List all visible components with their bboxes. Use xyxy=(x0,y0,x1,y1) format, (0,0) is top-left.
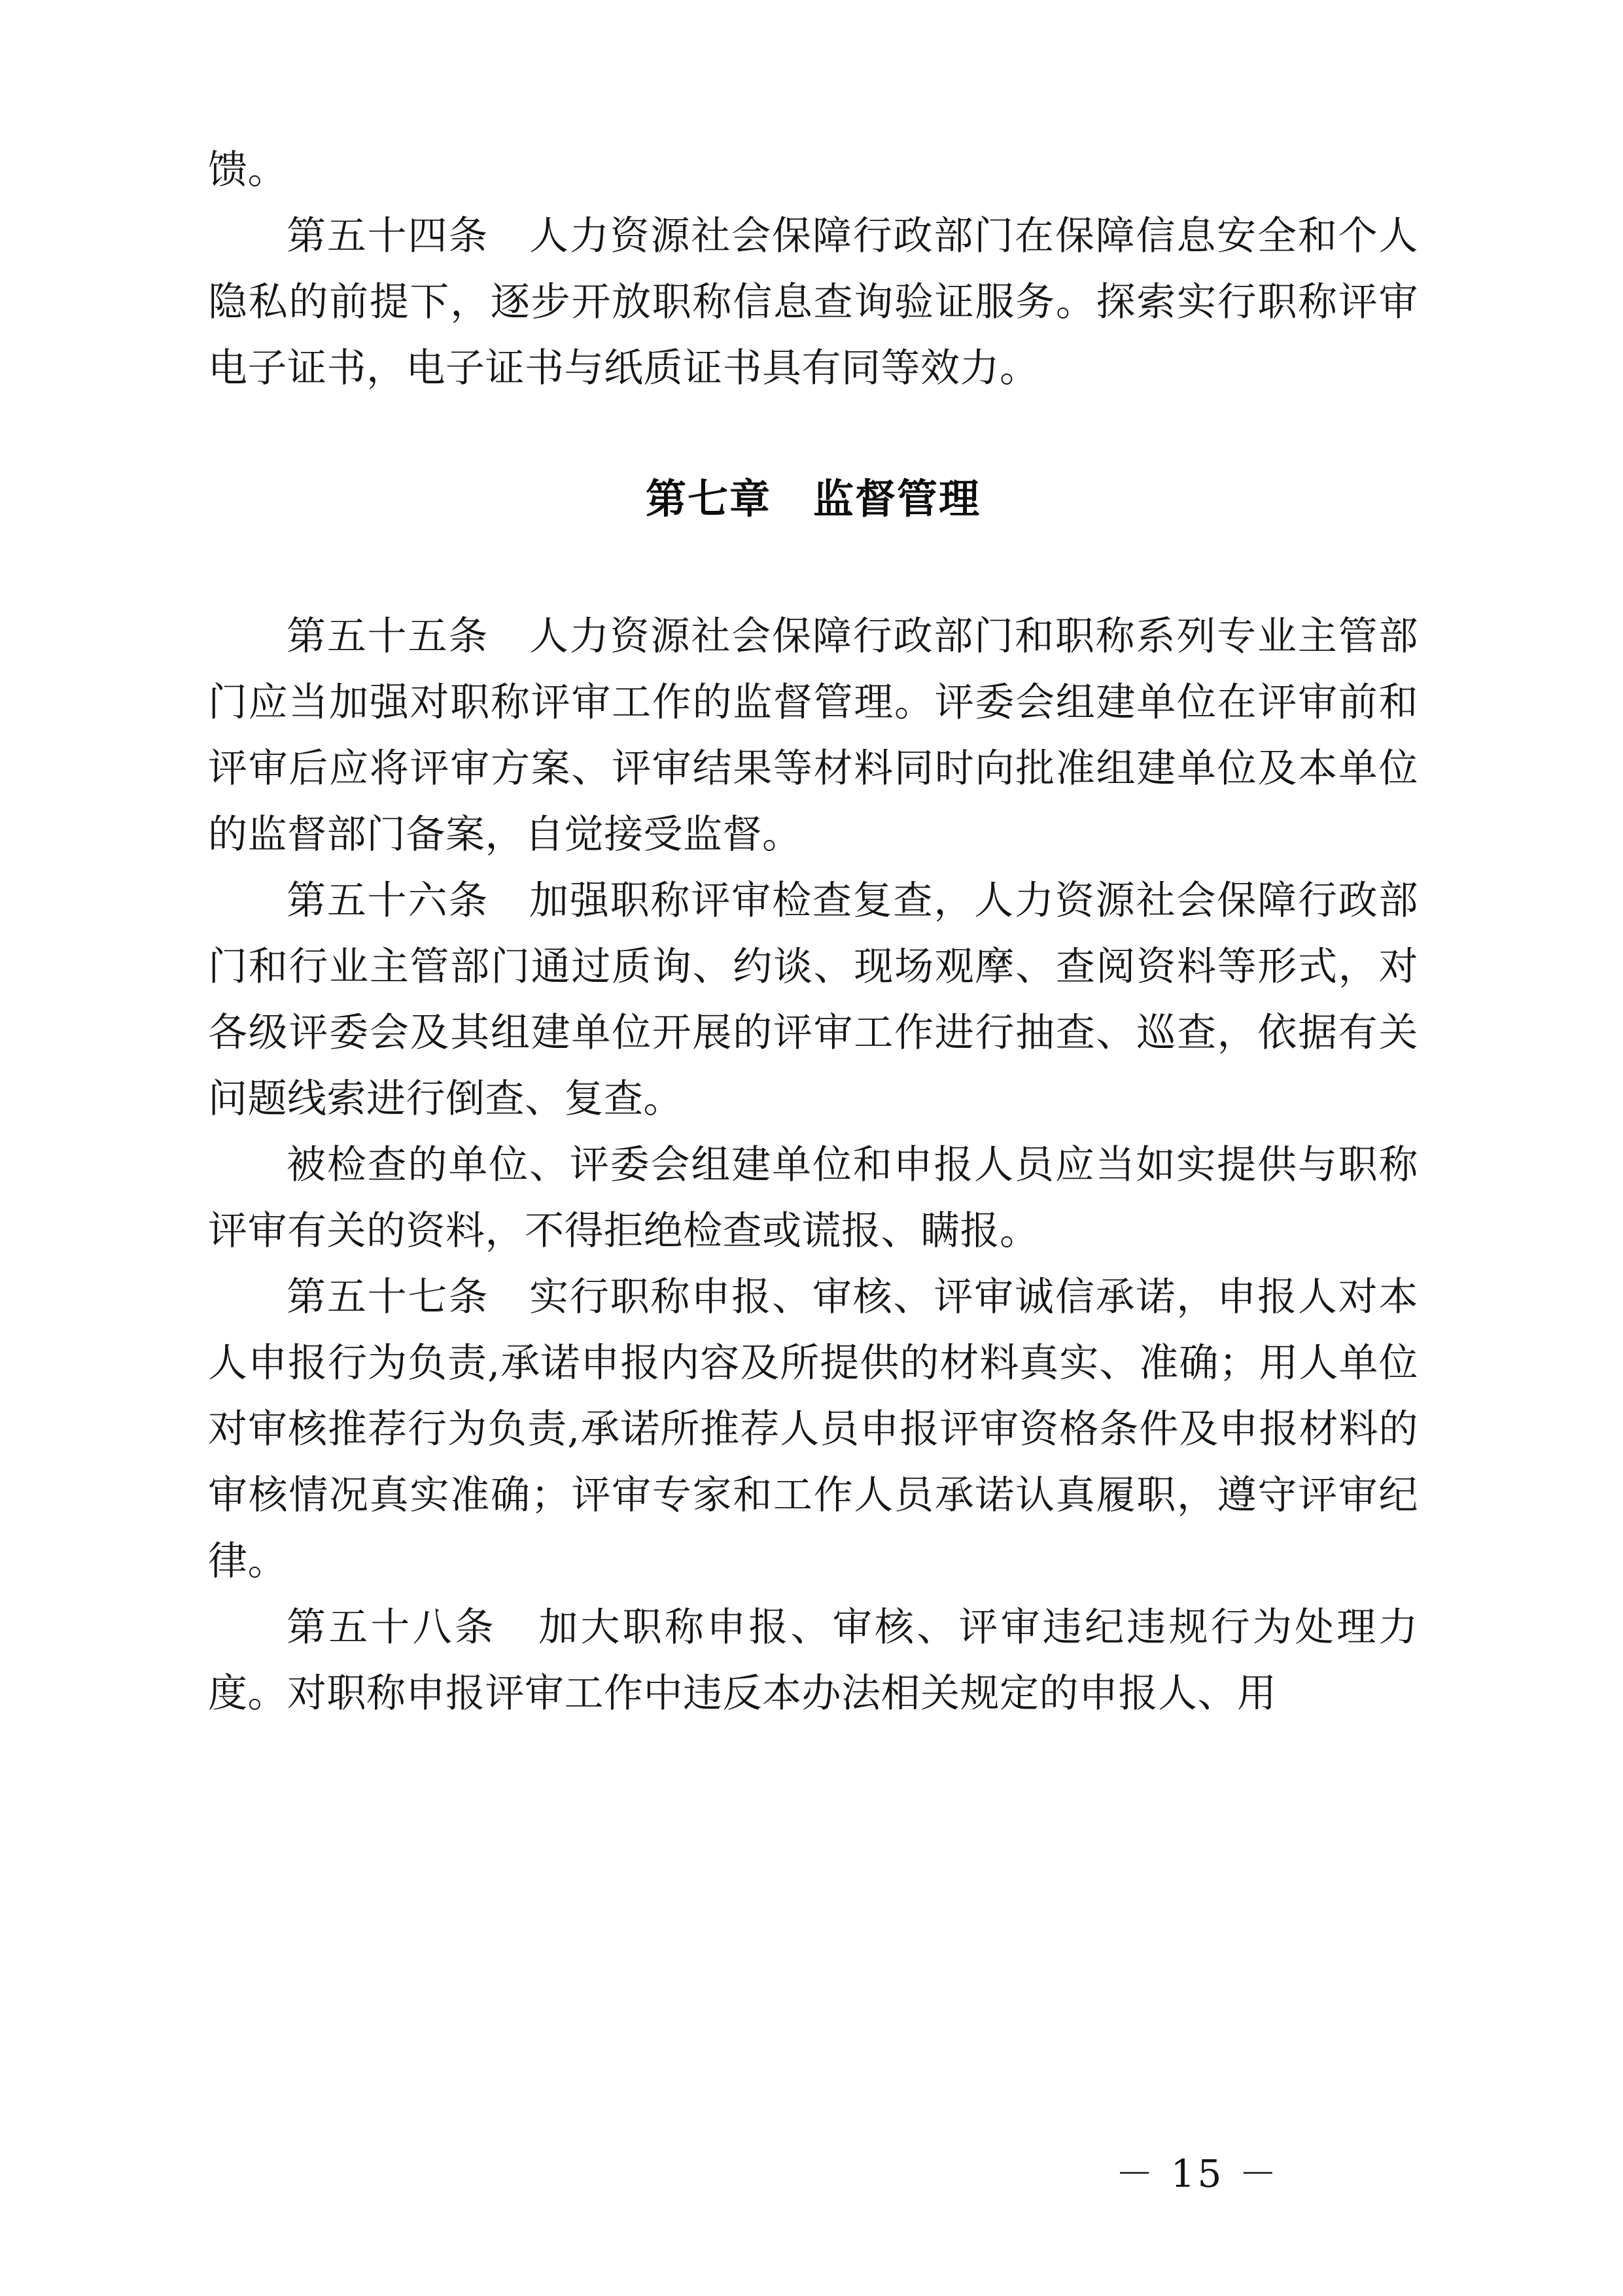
document-body xyxy=(208,137,1418,1727)
chapter-7-heading: 第七章 监督管理 xyxy=(645,475,981,523)
article-58-paragraph: 第五十八条 加大职称申报、审核、评审违纪违规行为处理力度。对职称申报评审工作中违反本办法相关规定的申报人、用 xyxy=(208,1605,1418,1716)
spacer-before-chapter xyxy=(208,402,1418,466)
article-55-paragraph: 第五十五条 人力资源社会保障行政部门和职称系列专业主管部门应当加强对职称评审工作的监督管理。评委会组建单位在评审前和评审后应将评审方案、评审结果等材料同时向批准组建单位及本单位的监督部门备案，自觉接受监督。 xyxy=(208,614,1418,858)
spacer-after-chapter xyxy=(208,532,1418,604)
page-number xyxy=(0,2143,1623,2198)
article-54-paragraph: 第五十四条 人力资源社会保障行政部门在保障信息安全和个人隐私的前提下，逐步开放职称信息查询验证服务。探索实行职称评审电子证书，电子证书与纸质证书具有同等效力。 xyxy=(208,213,1418,391)
paragraph-continued: 馈。 xyxy=(208,147,287,193)
page-number-value: － 15 － xyxy=(1115,2151,1280,2196)
article-56-second-paragraph: 被检查的单位、评委会组建单位和申报人员应当如实提供与职称评审有关的资料，不得拒绝检查或谎报、瞒报。 xyxy=(208,1142,1418,1254)
article-57-paragraph: 第五十七条 实行职称申报、审核、评审诚信承诺，申报人对本人申报行为负责,承诺申报内容及所提供的材料真实、准确；用人单位对审核推荐行为负责,承诺所推荐人员申报评审资格条件及申报材料的审核情况真实准确；评审专家和工作人员承诺认真履职，遵守评审纪律。 xyxy=(208,1274,1418,1584)
article-56-paragraph: 第五十六条 加强职称评审检查复查，人力资源社会保障行政部门和行业主管部门通过质询、约谈、现场观摩、查阅资料等形式，对各级评委会及其组建单位开展的评审工作进行抽查、巡查，依据有关问题线索进行倒查、复查。 xyxy=(208,878,1418,1122)
